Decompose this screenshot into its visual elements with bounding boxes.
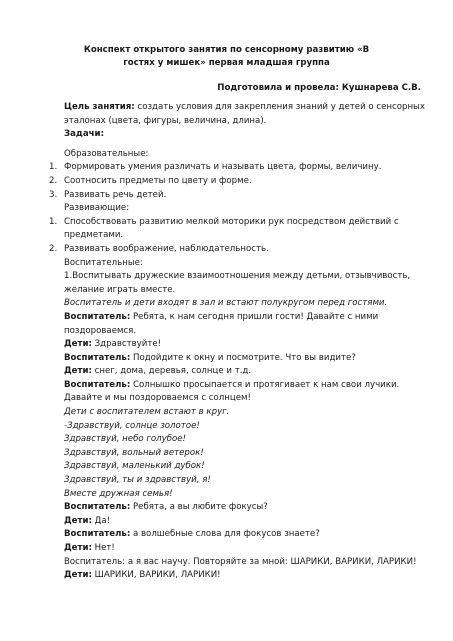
developing-item bbox=[49, 243, 424, 257]
educational-item bbox=[49, 189, 424, 203]
poem-line: Здравствуй, ты и здравствуй, я! bbox=[64, 475, 211, 486]
teacher-text: а волшебные слова для фокусов знаете? bbox=[130, 529, 320, 540]
document-title: Конспект открытого занятия по сенсорному развитию «В гостях у мишек» первая младшая группа bbox=[83, 45, 370, 69]
children-text: снег, дома, деревья, солнце и т.д. bbox=[91, 366, 252, 377]
educational-heading: Образовательные: bbox=[64, 148, 149, 159]
poem-line: Здравствуй, вольный ветерок! bbox=[64, 447, 204, 458]
teacher-line-continued: Давайте и мы поздороваемся с солнцем! bbox=[64, 393, 251, 404]
teacher-text: Ребята, к нам сегодня пришли гости! Давайте с ними bbox=[130, 311, 379, 322]
children-line bbox=[64, 542, 424, 556]
teacher-line bbox=[64, 352, 424, 366]
educational-item bbox=[49, 161, 424, 175]
teacher-label: Воспитатель: bbox=[64, 529, 131, 540]
goal-text-1: создать условия для закрепления знаний у детей о сенсорных bbox=[134, 102, 425, 112]
teacher-text: Подойдите к окну и посмотрите. Что вы видите? bbox=[130, 352, 356, 363]
upbringing-heading: Воспитательные: bbox=[64, 257, 143, 268]
developing-item bbox=[49, 216, 424, 230]
teacher-line bbox=[64, 311, 424, 325]
poem-line: Дети с воспитателем встают в круг. bbox=[64, 407, 230, 418]
educational-item bbox=[49, 175, 424, 189]
teacher-line-continued: поздороваемся. bbox=[64, 325, 137, 336]
children-text: Да! bbox=[91, 515, 111, 526]
children-text: ШАРИКИ, ВАРИКИ, ЛАРИКИ! bbox=[91, 570, 221, 581]
children-line bbox=[64, 338, 424, 352]
item-text: Формировать умения различать и называть цвета, формы, величину. bbox=[64, 162, 382, 173]
teacher-label: Воспитатель: bbox=[64, 311, 131, 322]
poem-line: Здравствуй, небо голубое! bbox=[64, 434, 187, 445]
stage-direction: Воспитатель и дети входят в зал и встают полукругом перед гостями. bbox=[64, 298, 388, 309]
item-number: 1. bbox=[49, 216, 58, 227]
teacher-line bbox=[64, 528, 424, 542]
teacher-label: Воспитатель: bbox=[64, 352, 131, 363]
poem-line: Здравствуй, маленький дубок! bbox=[64, 461, 205, 472]
teacher-line bbox=[64, 501, 424, 515]
teacher-label: Воспитатель: bbox=[64, 379, 131, 390]
children-text: Здравствуйте! bbox=[91, 339, 162, 350]
children-line bbox=[64, 515, 424, 529]
item-text: Соотносить предметы по цвету и форме. bbox=[64, 175, 252, 186]
children-label: Дети: bbox=[64, 570, 92, 581]
children-label: Дети: bbox=[64, 366, 92, 377]
item-number: 2. bbox=[49, 175, 58, 186]
teacher-text: Ребята, а вы любите фокусы? bbox=[130, 502, 268, 513]
item-number: 3. bbox=[49, 189, 58, 200]
upbringing-item-1: 1.Воспитывать дружеские взаимоотношения между детьми, отзывчивость, bbox=[64, 271, 411, 282]
teacher-line bbox=[64, 379, 424, 393]
item-number: 2. bbox=[49, 243, 58, 254]
document-body bbox=[49, 101, 425, 583]
children-label: Дети: bbox=[64, 515, 92, 526]
teacher-label: Воспитатель: bbox=[64, 502, 131, 513]
children-label: Дети: bbox=[64, 543, 92, 553]
item-text: Способствовать развитию мелкой моторики рук посредством действий с bbox=[64, 216, 399, 227]
teacher-text: Солнышко просыпается и протягивает к нам свои лучики. bbox=[130, 379, 400, 390]
goal-line-2: эталонах (цвета, фигуры, величина, длина). bbox=[64, 115, 267, 126]
poem-line: Вместе дружная семья! bbox=[64, 488, 173, 499]
tasks-heading: Задачи: bbox=[64, 129, 105, 140]
developing-item-continued: предметами. bbox=[64, 230, 124, 241]
children-text: Нет! bbox=[91, 543, 115, 553]
goal-line-1 bbox=[64, 101, 424, 115]
item-text: Развивать речь детей. bbox=[64, 189, 167, 200]
teacher-line-plain: Воспитатель: а я вас научу. Повторяйте за мной: ШАРИКИ, ВАРИКИ, ЛАРИКИ! bbox=[64, 556, 417, 567]
poem-line: -Здравствуй, солнце золотое! bbox=[64, 420, 200, 431]
item-number: 1. bbox=[49, 162, 58, 173]
author-line: Подготовила и провела: Кушнарева С.В. bbox=[217, 83, 421, 93]
upbringing-item-2: желание играть вместе. bbox=[64, 284, 176, 295]
children-label: Дети: bbox=[64, 339, 92, 350]
goal-label: Цель занятия: bbox=[64, 102, 135, 112]
developing-heading: Развивающие: bbox=[64, 203, 130, 214]
children-line bbox=[64, 569, 424, 583]
children-line bbox=[64, 365, 424, 379]
item-text: Развивать воображение, наблюдательность. bbox=[64, 243, 269, 254]
